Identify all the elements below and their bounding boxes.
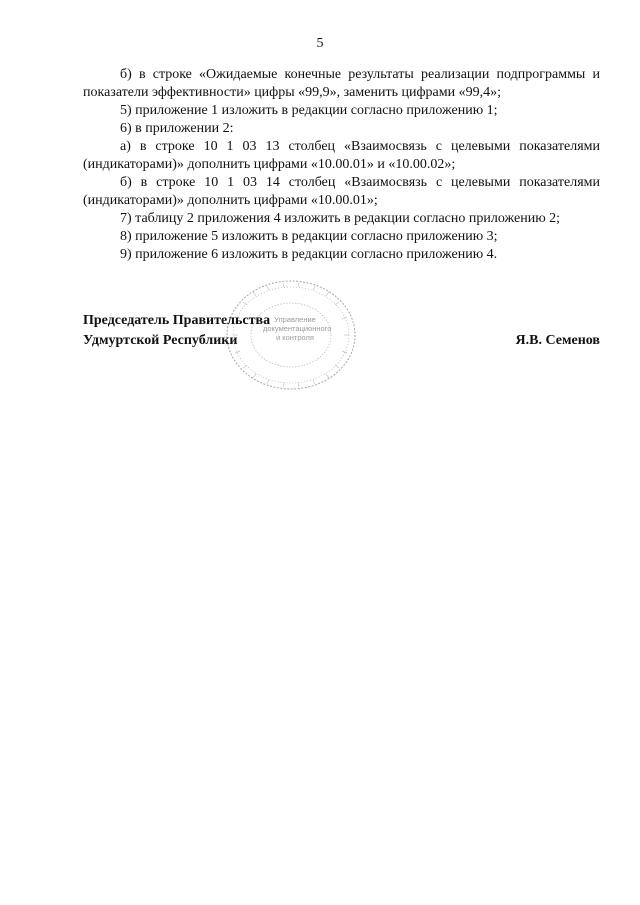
stamp-text-line: Управление xyxy=(274,315,316,324)
paragraph-5-appendix-1: 5) приложение 1 изложить в редакции согласно приложению 1; xyxy=(120,103,498,118)
stamp-text-line: документационного xyxy=(263,324,332,333)
signatory-name: Я.В. Семенов xyxy=(515,333,600,348)
signatory-title-line-2: Удмуртской Республики xyxy=(83,333,238,348)
signatory-title-line-1: Председатель Правительства xyxy=(83,313,271,328)
paragraph-9-appendix-6: 9) приложение 6 изложить в редакции согласно приложению 4. xyxy=(120,247,498,262)
paragraph-8-appendix-5: 8) приложение 5 изложить в редакции согласно приложению 3; xyxy=(120,229,498,244)
paragraph-7-table-2: 7) таблицу 2 приложения 4 изложить в редакции согласно приложению 2; xyxy=(120,211,561,226)
document-body xyxy=(83,66,600,264)
paragraph-6b-row-14: б) в строке 10 1 03 14 столбец «Взаимосвязь с целевыми показателями (индикаторами)» дополнить цифрами «10.00.01»; xyxy=(83,175,600,208)
paragraph-6-appendix-2: 6) в приложении 2: xyxy=(120,121,234,136)
paragraph-6b-expected-results: б) в строке «Ожидаемые конечные результаты реализации подпрограммы и показатели эффективности» цифры «99,9», заменить цифрами «99,4»; xyxy=(83,67,600,100)
paragraph-6a-row-13: а) в строке 10 1 03 13 столбец «Взаимосвязь с целевыми показателями (индикаторами)» дополнить цифрами «10.00.01» и «10.00.02»; xyxy=(83,139,600,172)
page-number: 5 xyxy=(316,36,324,51)
stamp-text-line: и контроля xyxy=(275,333,314,342)
signature-block xyxy=(83,311,600,351)
